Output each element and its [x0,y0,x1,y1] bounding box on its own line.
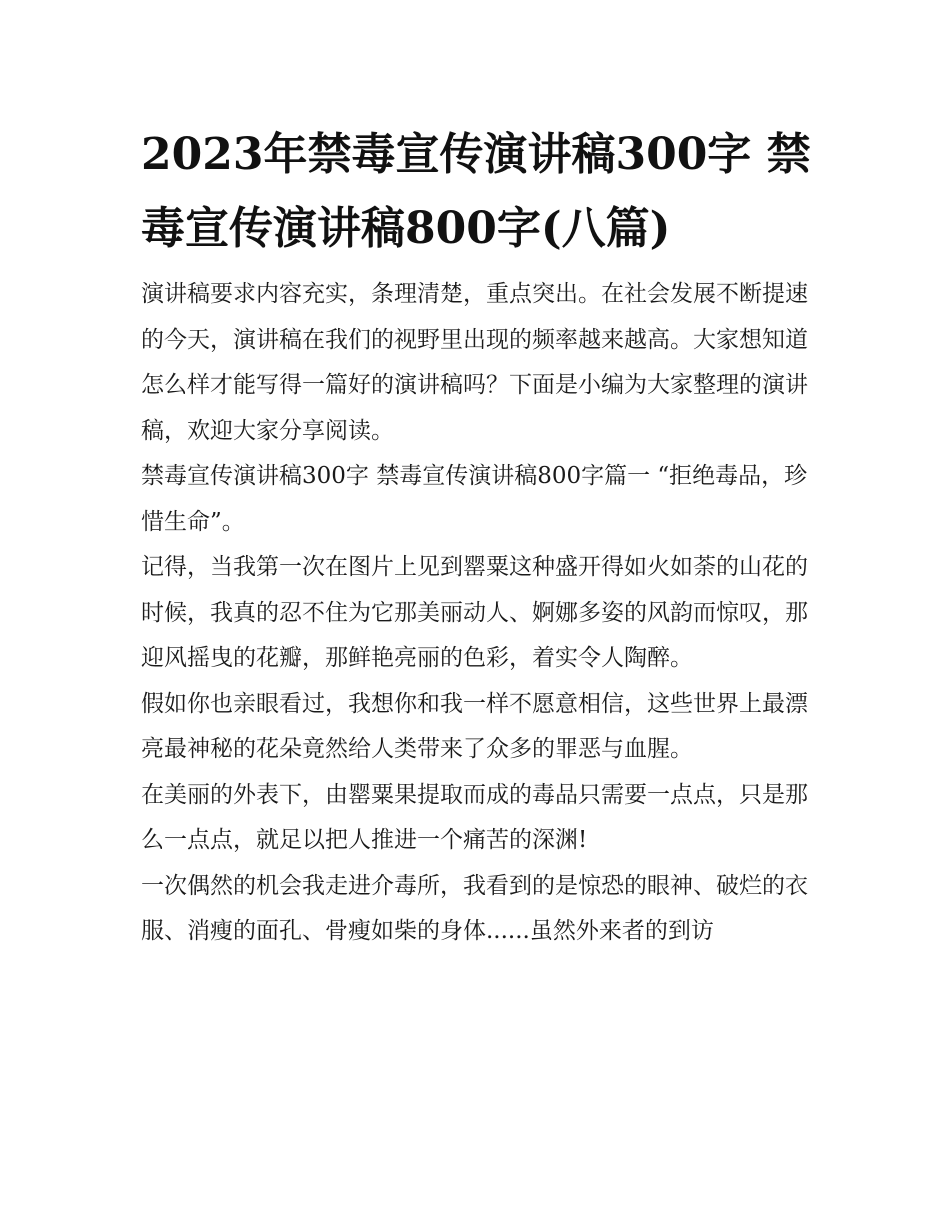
paragraph-section-heading: 禁毒宣传演讲稿300字 禁毒宣传演讲稿800字篇一 “拒绝毒品，珍惜生命”。 [141,463,808,535]
document-title: 2023年禁毒宣传演讲稿300字 禁毒宣传演讲稿800字(八篇) [141,129,811,254]
paragraph-abyss: 在美丽的外表下，由罂粟果提取而成的毒品只需要一点点，只是那么一点点，就足以把人推进一个痛苦的深渊! [141,781,808,853]
document-body [141,118,813,955]
paragraph-rehab-visit: 一次偶然的机会我走进介毒所，我看到的是惊恐的眼神、破烂的衣服、消瘦的面孔、骨瘦如柴的身体......虽然外来者的到访 [141,872,808,944]
paragraph-disbelief: 假如你也亲眼看过，我想你和我一样不愿意相信，这些世界上最漂亮最神秘的花朵竟然给人类带来了众多的罪恶与血腥。 [141,690,808,762]
paragraph-intro: 演讲稿要求内容充实，条理清楚，重点突出。在社会发展不断提速的今天，演讲稿在我们的视野里出现的频率越来越高。大家想知道怎么样才能写得一篇好的演讲稿吗？下面是小编为大家整理的演讲稿，欢迎大家分享阅读。 [141,281,808,444]
paragraph-poppy-memory: 记得，当我第一次在图片上见到罂粟这种盛开得如火如荼的山花的时候，我真的忍不住为它那美丽动人、婀娜多姿的风韵而惊叹，那迎风摇曳的花瓣，那鲜艳亮丽的色彩，着实令人陶醉。 [141,554,808,671]
